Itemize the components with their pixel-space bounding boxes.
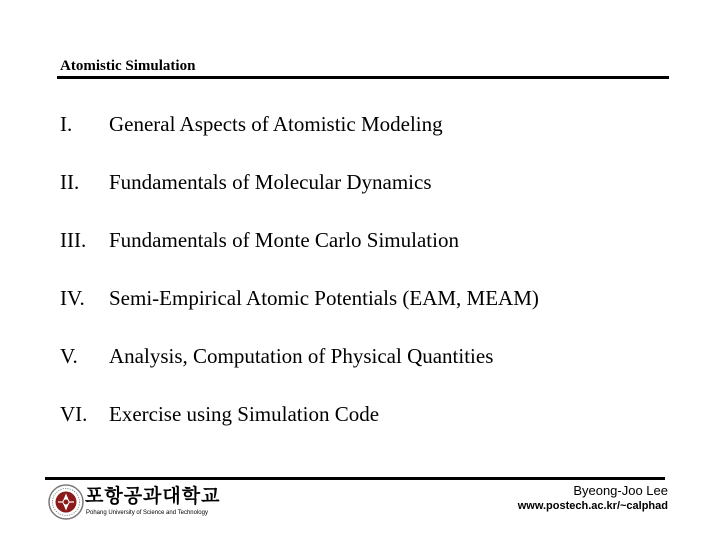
outline-number: II. [60,170,80,194]
header-divider [57,76,669,79]
outline-item [60,344,539,402]
outline-item [60,170,539,228]
slide-title: Atomistic Simulation [60,58,196,74]
outline-number: VI. [60,402,88,426]
outline-number: III. [60,228,87,252]
outline-text: Analysis, Computation of Physical Quantities [109,344,494,368]
university-logo [48,484,228,524]
outline-item [60,402,539,460]
footer-divider [45,477,665,480]
outline-text: Fundamentals of Monte Carlo Simulation [109,228,459,252]
university-name-korean: 포항공과대학교 [85,485,221,507]
outline-number: IV. [60,286,85,310]
outline-number: V. [60,344,78,368]
outline-item [60,286,539,344]
course-outline [60,112,539,460]
outline-item [60,228,539,286]
outline-number: I. [60,112,73,136]
outline-text: Fundamentals of Molecular Dynamics [109,170,432,194]
lab-url: www.postech.ac.kr/~calphad [517,500,668,512]
outline-text: Semi-Empirical Atomic Potentials (EAM, MEAM) [109,286,539,310]
author-name: Byeong-Joo Lee [573,483,668,498]
outline-item [60,112,539,170]
university-emblem-icon [48,484,84,520]
outline-text: General Aspects of Atomistic Modeling [109,112,443,136]
outline-text: Exercise using Simulation Code [109,402,380,426]
university-name-english: Pohang University of Science and Technology [86,510,208,516]
